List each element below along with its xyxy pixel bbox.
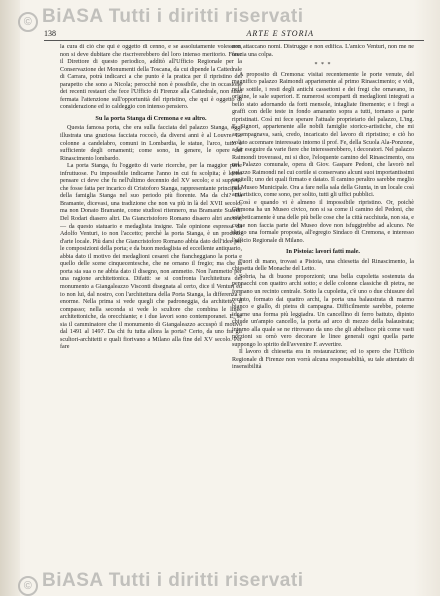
watermark-bottom-text: BiASA Tutti i diritti riservati [42, 570, 304, 591]
watermark-bottom [18, 570, 303, 596]
left-paragraph-1: la cura di ciò che qui è oggetto di cenno, e se assolutamente volessero, non si deve dubitare che riscriverebbero del loro intenso meritorio. Forse il Direttore di questo periodico, additò all'Ufficio Regionale per la Conservazione dei Monumenti della Toscana, da cui dipende la Cattedrale di Carrara, potrà indicarci a che punto è la pratica per il ripristino del parapetto che sono a Nicola; perocchè non è possibile, che in occasione dei recenti restauri che fece l'Ufficio di Firenze alla Cattedrale, non siasi fermata l'attenzione sull'opportunità del ripristino, che qui è oggetto di considerazione ed io caldeggio con intenso pensiero. [60, 44, 242, 111]
left-paragraph-3: La porta Stanga, fu l'oggetto di varie ricerche, per la maggior parte infruttuose. Fu impossibile indicarne l'anno in cui fu scolpita; è lecito pensare ci deve che fu nell'ultimo decennio del XV secolo; e si suppose che fosse fatta per incarico di Cristoforo Stanga, rappresentante principale della famiglia Stanga nel suo periodo più fiorente. Ma da chi? Da Bramante, dicevasi, una tradizione che non va più in là del XVII secolo; ma non Donato Bramante, come studiosi ritennero, ma Bramante Suardi. Del Rodari diasero altri. Da Giancristoforo Romano disaero altri ancora; — da questo statuario e medaglista insigne. Tale opinione espressa da Adolfo Venturi, io non l'accetto; perchè la porta Stanga, è un prodotto d'arte locale. Più darsi che Giancristoforo Romano abbia dato dell'idee per le composizioni della porta; e da buon medaglista ed eccellente antiquario, abbia dato il motivo dei medaglioni cesarei che fiancheggiano la porta e quello delle scene cinquecentesche, che ne ornano il fregio; ma che la porta sia sua o ne abbia dato il disegno, non ammetto. Non l'ammetto per una ragione architettonica. Difatti: se si confronta l'architettura del monumento a Giangaleazzo Visconti disegnata al certo, dice il Venturi ed io non lui, dal nostro, con l'architettura della Porta Stanga, la differenza è enorme. Nella prima si vede quegli che padroneggia, da architetto, il compasso; nella seconda si vede lo scultore che combina le linee architettoniche, da orecchiante; e i due lavori sono contemporanei. E, se sia il camminatore che il monumento di Giangaleazzo accuspò il motivo dal 1491 al 1497. Da chi fu tutta allora la porta? Certo, da uno fra gli scultori-architetti e quali fiorivano a Milano alla fine del XV secolo. Per fare [60, 163, 242, 351]
copyright-icon: © [18, 12, 38, 32]
right-paragraph-2: A proposito di Cremona: visitai recentemente le porte venute, del magnifico palazzo Raimondi appartenente al primo Rinascimento; e vidi, nelle sottile, i resti degli antichi cassettoni e dei fregi che ornavano, in origine, le sale superiori. E numerosi scomparti di medaglioni integrati a bello stato adornando da forti mensole, intagliate finemente; e i fregi a graffi con delle teste in fondo amaranto sopra a tutti, tornano a parte ripristinati. Così mi fece sperare l'attuale proprietario del palazzo, L'ing. E. Signori, appartenente alle nobili famiglie storico-artistiche, che mi accompagnava, sarà, credo, incaricato del lavoro di ripristino; e ciò ho voluto accennare interessato intorno il prof. Fe, della Scuola Ala-Ponzone, a far eseguire da varie fiere che interesserebbero, i decoratori. Nel palazzo Raimondi troverassi, mi si dice, l'eloquente camino del Rinascimento, ora nel Palazzo comunale, opera di Giov. Gaspare Pedoni, che lavorò nel palazzo Raimondi nel cui cortile si conservano alcuni suoi importantissimi capitelli; uno dei quali firmato e datato. Il camino peraltro sarebbe meglio nel Museo Municipale. Ora a fare nella sala della Giunta, in un locale così antiartistico, come sono, per solito, tutti gli uffici pubblici. [232, 71, 414, 199]
section-title-porta-stanga: Su la porta Stanga di Cremona e su altro. [95, 114, 207, 122]
section-separator: * * * [314, 62, 332, 69]
left-column [60, 44, 242, 566]
right-paragraph-4: Fuori di mano, trovasi a Pistoia, una chiesetta del Rinascimento, la chiesetta delle Monache del Letto. [232, 258, 414, 273]
page-header [44, 29, 424, 41]
right-paragraph-6: Il lavoro di chiesetta era in restaurazione; ed io spero che l'Ufficio Regionale di Firenze non vorrà alcuna responsabilità, su tale attentato di insensibilità [232, 349, 414, 371]
section-title-pistoia: In Pistoia: lavori fatti male. [286, 248, 360, 256]
watermark-top-text: BiASA Tutti i diritti riservati [42, 6, 304, 27]
binding-shadow [0, 0, 20, 596]
running-title: ARTE E STORIA [246, 29, 314, 38]
right-paragraph-5: Sobria, ha di buone proporzioni; una bella cupoletta sostenuta da pennacchi con quattro archi sotto; e delle colonne classiche di pietra, ne formano un recinto centrale. Sotto la cupoletta, c'è uno o due chiusure del recinto, formato dai quattro archi, la porta una balaustrata di marmo bianco e giallo, di pietra di campagna. Difficilmente sarebbe, poterne idearne una forma più leggiadra. Un cancellino di ferro battuto, dipinto chiude un'ampio cancello, la porta ad arco di mezzo della balaustrata; intorno alla quale se ne ritrovano da uno che gli abbelisce più come vasti porzioni su ornò vero decorare le linee generali ogni quella parte suppongo lo spirito dell'avvenire F. avvertire. [232, 273, 414, 348]
right-paragraph-3: Così e quando vi è almeno il impossibile ripristino. Or, poichè Cremona ha un Museo civico, non si sa come il camino del Pedoni, che sciabeticamente è una delle più belle cose che la città racchiuda, non sia, e come non faccia parte del Museo dove non isfuggirebbe ad alcuno. Ne dirigo una formale proposta, all'egregio Sindaco di Cremona, e interesso l'ufficio Regionale di Milano. [232, 199, 414, 244]
right-column [232, 44, 414, 566]
copyright-icon: © [18, 576, 38, 596]
left-paragraph-2: Questa famosa porta, che era sulla facciata del palazzo Stanga, oggi illustrata una graziosa facciata rococò, da diversi anni è al Louvre. Le colonne a candelabro, comuni in Lombardia, le statue, l'arco, tutto è sufficiente degli ornamenti; come sono, in genere, le opere del Rinascimento lombardo. [60, 125, 242, 162]
page-number: 138 [44, 29, 56, 38]
right-paragraph-1: non attaccano nomi. Distrugge e non edifica. L'amico Venturi, non me ne faccia una colpa. [232, 44, 414, 58]
